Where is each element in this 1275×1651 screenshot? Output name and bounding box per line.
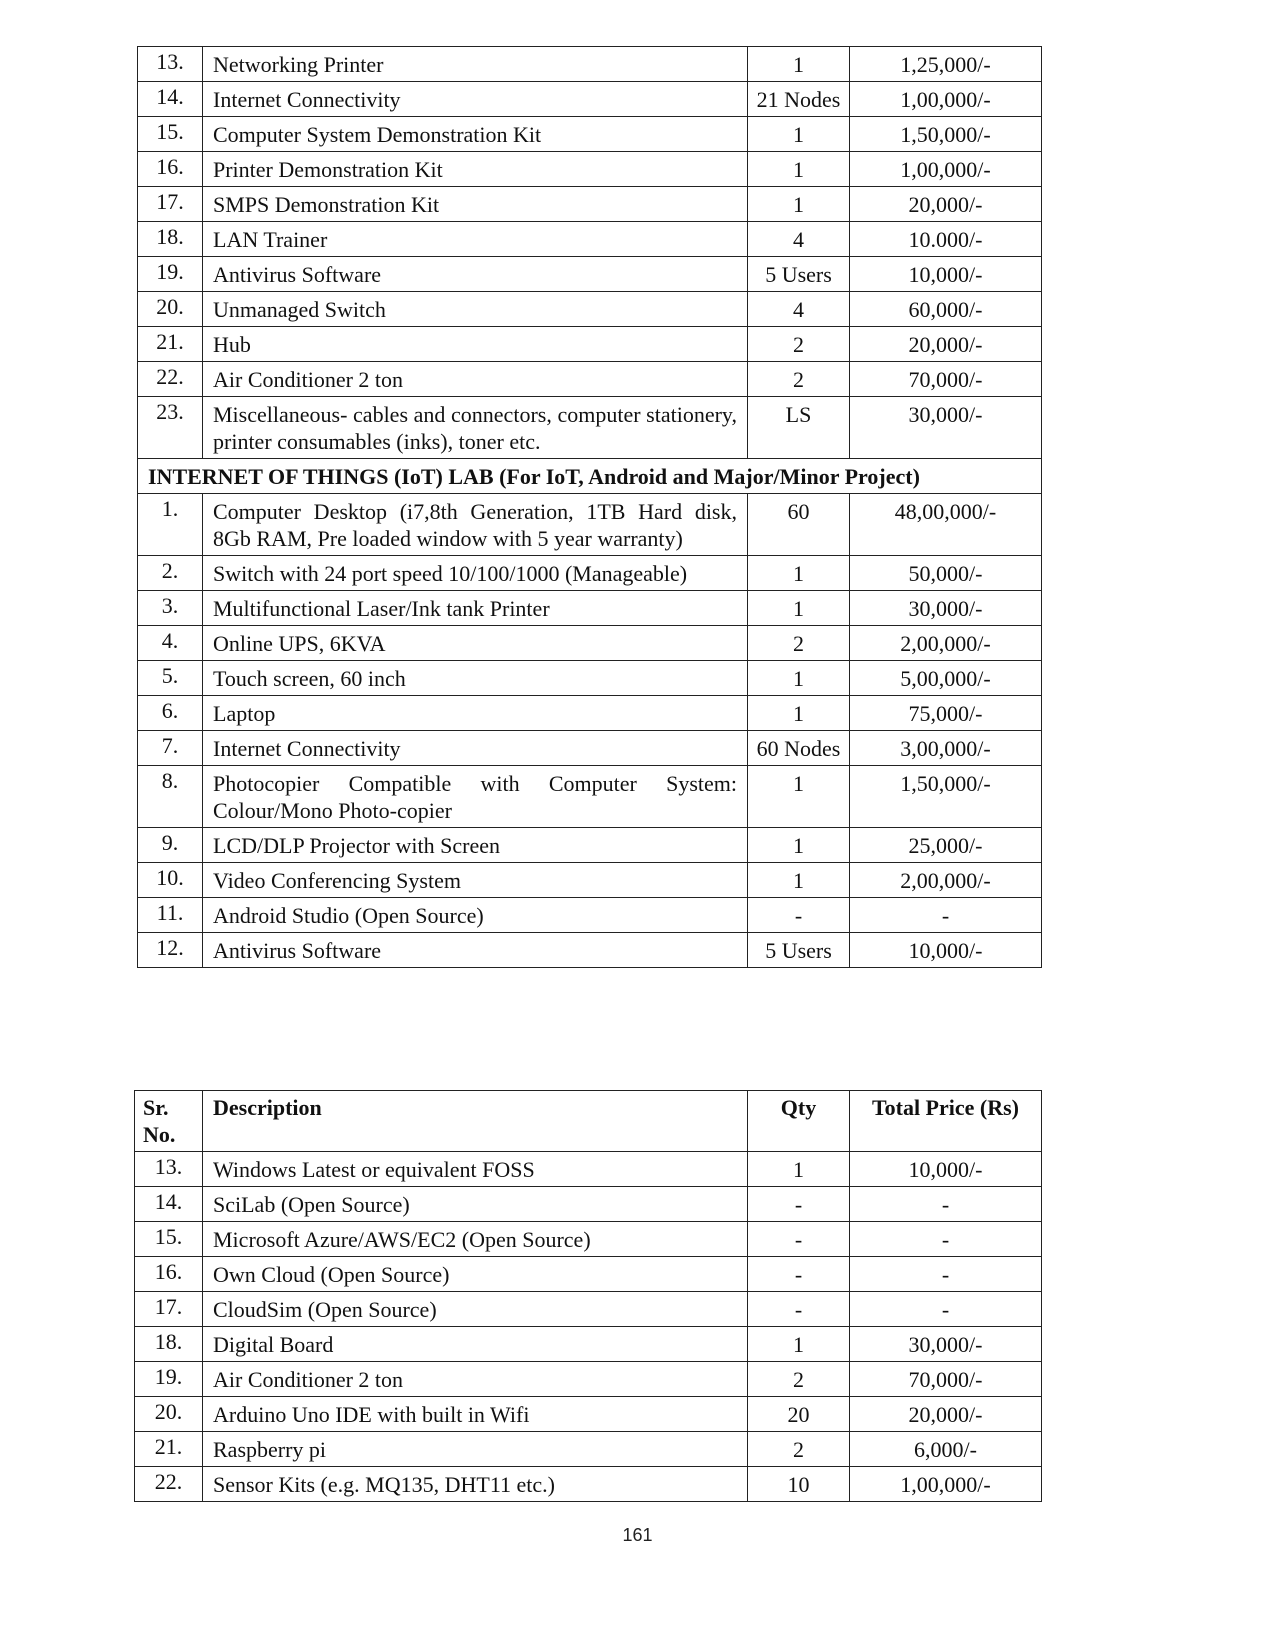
qty-cell: - — [748, 1187, 850, 1222]
price-cell: 20,000/- — [850, 1397, 1042, 1432]
header-description: Description — [203, 1091, 748, 1152]
page-number: 161 — [622, 1525, 653, 1545]
description-cell: Video Conferencing System — [203, 863, 748, 898]
qty-cell: 4 — [748, 222, 850, 257]
section-row — [138, 459, 1042, 494]
price-cell: 70,000/- — [850, 362, 1042, 397]
table-row — [138, 257, 1042, 292]
price-cell: - — [850, 1187, 1042, 1222]
description-cell: Networking Printer — [203, 47, 748, 82]
table-row — [138, 556, 1042, 591]
sr-no-cell: 21. — [135, 1432, 203, 1467]
table-row — [138, 397, 1042, 459]
qty-cell: 1 — [748, 766, 850, 828]
qty-cell: 1 — [748, 1327, 850, 1362]
price-cell: 2,00,000/- — [850, 626, 1042, 661]
sr-no-cell: 16. — [135, 1257, 203, 1292]
price-cell: 1,50,000/- — [850, 766, 1042, 828]
description-cell: Arduino Uno IDE with built in Wifi — [203, 1397, 748, 1432]
table-row — [138, 828, 1042, 863]
table-row — [135, 1222, 1042, 1257]
price-cell: 50,000/- — [850, 556, 1042, 591]
sr-no-cell: 19. — [138, 257, 203, 292]
description-cell: Computer System Demonstration Kit — [203, 117, 748, 152]
sr-no-cell: 3. — [138, 591, 203, 626]
sr-no-cell: 16. — [138, 152, 203, 187]
description-cell: Antivirus Software — [203, 257, 748, 292]
table-row — [138, 117, 1042, 152]
price-cell: 30,000/- — [850, 397, 1042, 459]
sr-no-cell: 11. — [138, 898, 203, 933]
price-cell: - — [850, 1257, 1042, 1292]
description-cell: Digital Board — [203, 1327, 748, 1362]
sr-no-cell: 15. — [135, 1222, 203, 1257]
sr-no-cell: 15. — [138, 117, 203, 152]
qty-cell: 1 — [748, 117, 850, 152]
description-cell: Laptop — [203, 696, 748, 731]
description-cell: Internet Connectivity — [203, 731, 748, 766]
qty-cell: 1 — [748, 863, 850, 898]
price-cell: 20,000/- — [850, 187, 1042, 222]
price-cell: 1,50,000/- — [850, 117, 1042, 152]
table-row — [138, 222, 1042, 257]
table-row — [135, 1362, 1042, 1397]
sr-no-cell: 17. — [138, 187, 203, 222]
description-cell: SciLab (Open Source) — [203, 1187, 748, 1222]
qty-cell: 21 Nodes — [748, 82, 850, 117]
sr-no-cell: 7. — [138, 731, 203, 766]
qty-cell: 60 — [748, 494, 850, 556]
qty-cell: 60 Nodes — [748, 731, 850, 766]
table-row — [138, 82, 1042, 117]
description-cell: Multifunctional Laser/Ink tank Printer — [203, 591, 748, 626]
price-cell: 48,00,000/- — [850, 494, 1042, 556]
description-cell: Windows Latest or equivalent FOSS — [203, 1152, 748, 1187]
description-cell: Photocopier Compatible with Computer System: Colour/Mono Photo-copier — [203, 766, 748, 828]
description-cell: Air Conditioner 2 ton — [203, 362, 748, 397]
table-row — [135, 1397, 1042, 1432]
description-cell: Computer Desktop (i7,8th Generation, 1TB Hard disk, 8Gb RAM, Pre loaded window with 5 year warranty) — [203, 494, 748, 556]
table-row — [138, 731, 1042, 766]
table-row — [138, 696, 1042, 731]
sr-no-cell: 22. — [135, 1467, 203, 1502]
table-row — [138, 494, 1042, 556]
qty-cell: 10 — [748, 1467, 850, 1502]
qty-cell: 2 — [748, 626, 850, 661]
table-row — [138, 898, 1042, 933]
table-row — [135, 1152, 1042, 1187]
qty-cell: - — [748, 1222, 850, 1257]
sr-no-cell: 19. — [135, 1362, 203, 1397]
qty-cell: 1 — [748, 1152, 850, 1187]
price-cell: 10,000/- — [850, 1152, 1042, 1187]
table-row — [135, 1432, 1042, 1467]
sr-no-cell: 18. — [138, 222, 203, 257]
table-row — [135, 1187, 1042, 1222]
table-row — [138, 292, 1042, 327]
table-row — [138, 766, 1042, 828]
price-cell: 2,00,000/- — [850, 863, 1042, 898]
description-cell: Online UPS, 6KVA — [203, 626, 748, 661]
description-cell: Raspberry pi — [203, 1432, 748, 1467]
equipment-table-continued — [137, 46, 1042, 968]
price-cell: 30,000/- — [850, 1327, 1042, 1362]
qty-cell: - — [748, 1257, 850, 1292]
qty-cell: 1 — [748, 556, 850, 591]
qty-cell: 1 — [748, 696, 850, 731]
sr-no-cell: 5. — [138, 661, 203, 696]
description-cell: LAN Trainer — [203, 222, 748, 257]
sr-no-cell: 8. — [138, 766, 203, 828]
header-sr-no: Sr. No. — [135, 1091, 203, 1152]
table-row — [138, 152, 1042, 187]
qty-cell: 1 — [748, 152, 850, 187]
sr-no-cell: 1. — [138, 494, 203, 556]
description-cell: Switch with 24 port speed 10/100/1000 (Manageable) — [203, 556, 748, 591]
table-row — [138, 187, 1042, 222]
price-cell: - — [850, 1222, 1042, 1257]
qty-cell: 1 — [748, 187, 850, 222]
table-row — [138, 591, 1042, 626]
sr-no-cell: 12. — [138, 933, 203, 968]
table-row — [138, 47, 1042, 82]
qty-cell: 5 Users — [748, 257, 850, 292]
qty-cell: 2 — [748, 1362, 850, 1397]
price-cell: 20,000/- — [850, 327, 1042, 362]
price-cell: 75,000/- — [850, 696, 1042, 731]
price-cell: - — [850, 1292, 1042, 1327]
sr-no-cell: 18. — [135, 1327, 203, 1362]
qty-cell: - — [748, 898, 850, 933]
qty-cell: 20 — [748, 1397, 850, 1432]
description-cell: LCD/DLP Projector with Screen — [203, 828, 748, 863]
qty-cell: 1 — [748, 661, 850, 696]
table-row — [138, 933, 1042, 968]
sr-no-cell: 23. — [138, 397, 203, 459]
sr-no-cell: 13. — [135, 1152, 203, 1187]
qty-cell: 5 Users — [748, 933, 850, 968]
qty-cell: - — [748, 1292, 850, 1327]
description-cell: SMPS Demonstration Kit — [203, 187, 748, 222]
qty-cell: 4 — [748, 292, 850, 327]
description-cell: Miscellaneous- cables and connectors, computer stationery, printer consumables (inks), toner etc. — [203, 397, 748, 459]
description-cell: Microsoft Azure/AWS/EC2 (Open Source) — [203, 1222, 748, 1257]
qty-cell: LS — [748, 397, 850, 459]
sr-no-cell: 10. — [138, 863, 203, 898]
qty-cell: 1 — [748, 591, 850, 626]
table-row — [138, 362, 1042, 397]
table-row — [138, 626, 1042, 661]
table-row — [138, 327, 1042, 362]
price-cell: 10,000/- — [850, 257, 1042, 292]
price-cell: 5,00,000/- — [850, 661, 1042, 696]
description-cell: Internet Connectivity — [203, 82, 748, 117]
description-cell: Android Studio (Open Source) — [203, 898, 748, 933]
table-header-row — [135, 1091, 1042, 1152]
header-total-price: Total Price (Rs) — [850, 1091, 1042, 1152]
sr-no-cell: 20. — [138, 292, 203, 327]
equipment-table — [134, 1090, 1042, 1502]
price-cell: - — [850, 898, 1042, 933]
sr-no-cell: 21. — [138, 327, 203, 362]
table-row — [138, 661, 1042, 696]
description-cell: Antivirus Software — [203, 933, 748, 968]
price-cell: 60,000/- — [850, 292, 1042, 327]
description-cell: Unmanaged Switch — [203, 292, 748, 327]
sr-no-cell: 14. — [135, 1187, 203, 1222]
price-cell: 1,00,000/- — [850, 152, 1042, 187]
description-cell: Printer Demonstration Kit — [203, 152, 748, 187]
price-cell: 3,00,000/- — [850, 731, 1042, 766]
description-cell: Touch screen, 60 inch — [203, 661, 748, 696]
qty-cell: 1 — [748, 47, 850, 82]
price-cell: 1,00,000/- — [850, 1467, 1042, 1502]
description-cell: CloudSim (Open Source) — [203, 1292, 748, 1327]
sr-no-cell: 2. — [138, 556, 203, 591]
qty-cell: 2 — [748, 327, 850, 362]
price-cell: 1,00,000/- — [850, 82, 1042, 117]
table-row — [135, 1467, 1042, 1502]
sr-no-cell: 9. — [138, 828, 203, 863]
price-cell: 70,000/- — [850, 1362, 1042, 1397]
price-cell: 6,000/- — [850, 1432, 1042, 1467]
qty-cell: 2 — [748, 362, 850, 397]
price-cell: 10,000/- — [850, 933, 1042, 968]
sr-no-cell: 17. — [135, 1292, 203, 1327]
table-row — [135, 1292, 1042, 1327]
sr-no-cell: 20. — [135, 1397, 203, 1432]
sr-no-cell: 14. — [138, 82, 203, 117]
table-row — [135, 1327, 1042, 1362]
sr-no-cell: 22. — [138, 362, 203, 397]
description-cell: Sensor Kits (e.g. MQ135, DHT11 etc.) — [203, 1467, 748, 1502]
qty-cell: 1 — [748, 828, 850, 863]
header-qty: Qty — [748, 1091, 850, 1152]
section-title: INTERNET OF THINGS (IoT) LAB (For IoT, Android and Major/Minor Project) — [138, 459, 1042, 494]
sr-no-cell: 13. — [138, 47, 203, 82]
price-cell: 10.000/- — [850, 222, 1042, 257]
price-cell: 25,000/- — [850, 828, 1042, 863]
sr-no-cell: 4. — [138, 626, 203, 661]
sr-no-cell: 6. — [138, 696, 203, 731]
table-row — [135, 1257, 1042, 1292]
description-cell: Air Conditioner 2 ton — [203, 1362, 748, 1397]
price-cell: 30,000/- — [850, 591, 1042, 626]
qty-cell: 2 — [748, 1432, 850, 1467]
table-row — [138, 863, 1042, 898]
price-cell: 1,25,000/- — [850, 47, 1042, 82]
description-cell: Own Cloud (Open Source) — [203, 1257, 748, 1292]
description-cell: Hub — [203, 327, 748, 362]
